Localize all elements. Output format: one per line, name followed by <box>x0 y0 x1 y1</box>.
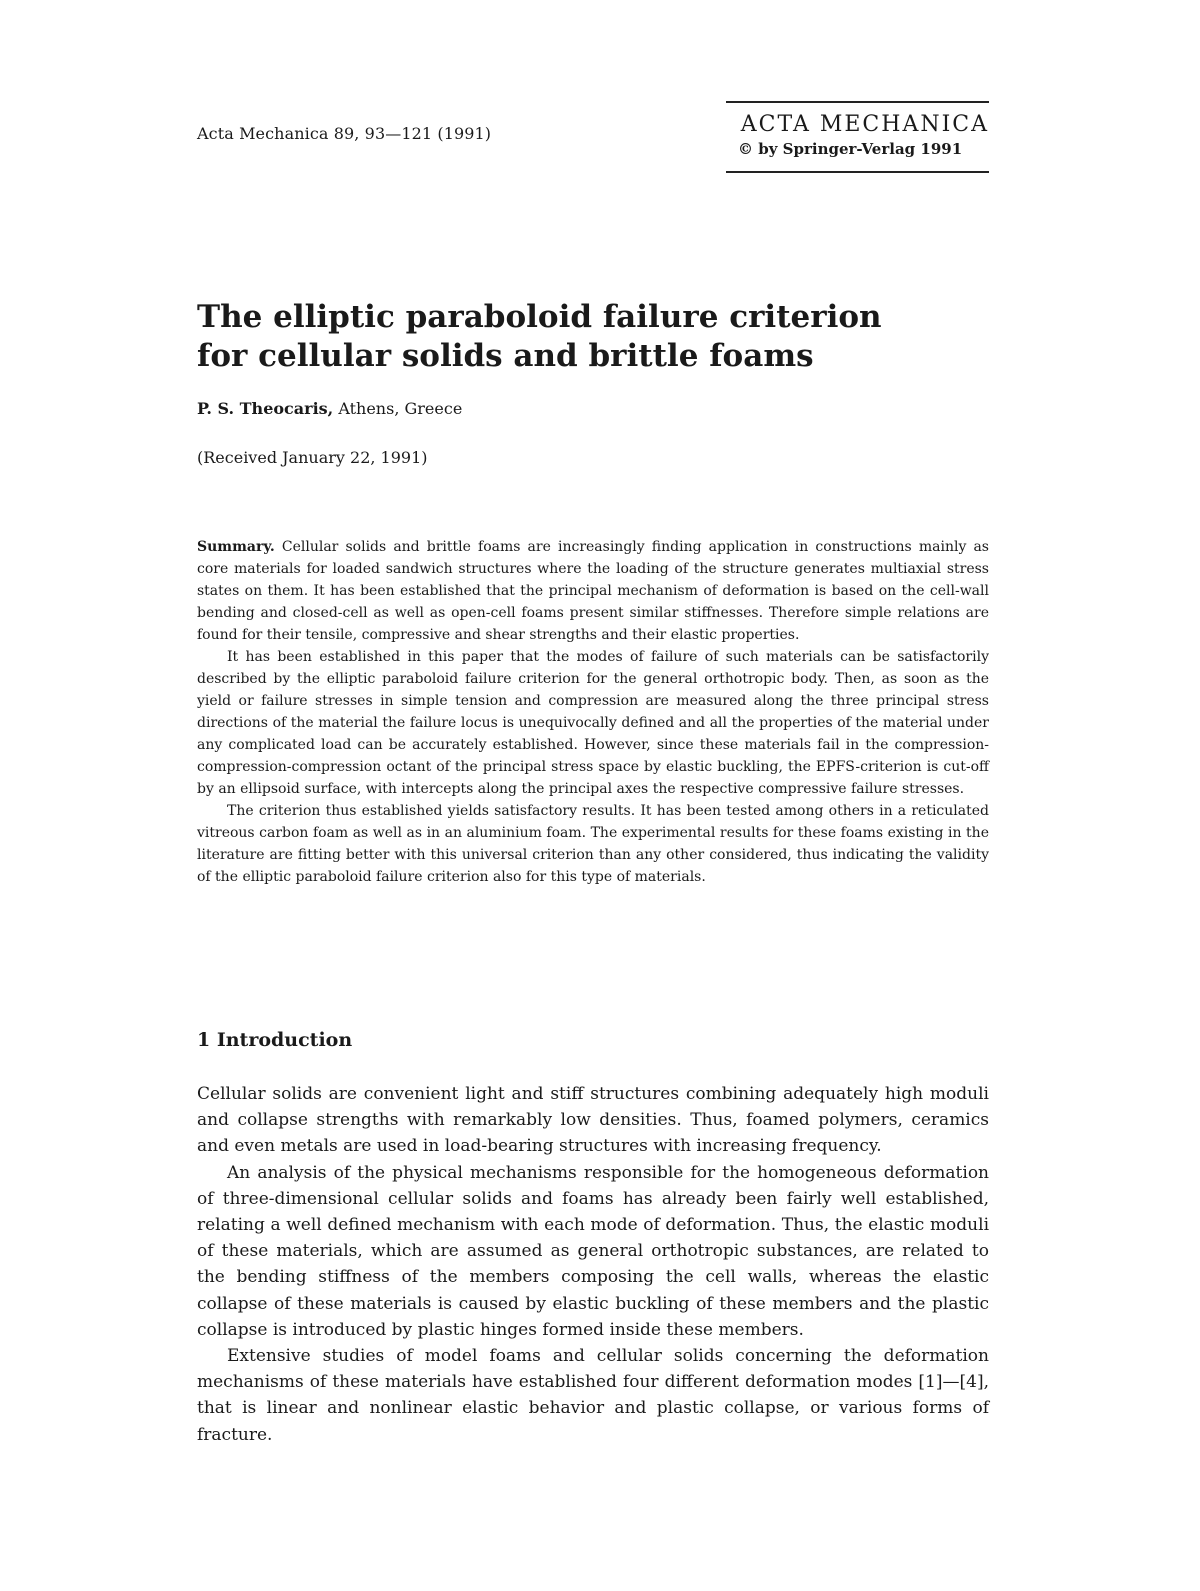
author-line <box>197 399 462 418</box>
received-date: (Received January 22, 1991) <box>197 448 428 467</box>
title-line-2: for cellular solids and brittle foams <box>197 338 814 374</box>
citation-line: Acta Mechanica 89, 93—121 (1991) <box>197 124 492 143</box>
summary-block <box>197 536 989 888</box>
intro-paragraph-2: An analysis of the physical mechanisms responsible for the homogeneous deformation of three-dimensional cellular solids and foams has already been fairly well established, relating a well defined mechanism with each mode of deformation. Thus, the elastic moduli of these materials, which are assumed as general orthotropic substances, are related to the bending stiffness of the members composing the cell walls, whereas the elastic collapse of these materials is caused by elastic buckling of these members and the plastic collapse is introduced by plastic hinges formed inside these members. <box>197 1162 989 1340</box>
summary-text-1: Cellular solids and brittle foams are increasingly finding application in constructions mainly as core materials for loaded sandwich structures where the loading of the structure generates multiaxial stress states on them. It has been established that the principal mechanism of deformation is based on the cell-wall bending and closed-cell as well as open-cell foams present similar stiffnesses. Therefore simple relations are found for their tensile, compressive and shear strengths and their elastic properties. <box>197 539 989 643</box>
summary-paragraph-1 <box>197 536 989 646</box>
summary-paragraph-2: It has been established in this paper that the modes of failure of such materials can be satisfactorily described by the elliptic paraboloid failure criterion for the general orthotropic body. Then, as soon as the yield or failure stresses in simple tension and compression are measured along the three principal stress directions of the material the failure locus is unequivocally defined and all the properties of the material under any complicated load can be accurately established. However, since these materials fail in the compression-compression-compression octant of the principal stress space by elastic buckling, the EPFS-criterion is cut-off by an ellipsoid surface, with intercepts along the principal axes the respective compressive failure stresses. <box>197 649 989 797</box>
intro-paragraph-1: Cellular solids are convenient light and stiff structures combining adequately high moduli and collapse strengths with remarkably low densities. Thus, foamed polymers, ceramics and even metals are used in load-bearing structures with increasing frequency. <box>197 1084 989 1157</box>
journal-masthead <box>726 101 989 173</box>
title-line-1: The elliptic paraboloid failure criterion <box>197 299 882 335</box>
author-name: P. S. Theocaris, <box>197 399 334 418</box>
intro-paragraph-3: Extensive studies of model foams and cellular solids concerning the deformation mechanisms of these materials have established four different deformation modes [1]—[4], that is linear and nonlinear elastic behavior and plastic collapse, or various forms of fracture. <box>197 1346 989 1445</box>
paper-title <box>197 298 957 376</box>
summary-paragraph-3: The criterion thus established yields satisfactory results. It has been tested among others in a reticulated vitreous carbon foam as well as in an aluminium foam. The experimental results for these foams existing in the literature are fitting better with this universal criterion than any other considered, thus indicating the validity of the elliptic paraboloid failure criterion also for this type of materials. <box>197 803 989 885</box>
introduction-body <box>197 1081 989 1448</box>
author-affiliation: Athens, Greece <box>338 399 463 418</box>
journal-name: ACTA MECHANICA <box>740 112 989 137</box>
section-heading-introduction: 1 Introduction <box>197 1029 353 1051</box>
copyright-line: © by Springer-Verlag 1991 <box>738 140 963 158</box>
summary-label: Summary. <box>197 539 275 555</box>
